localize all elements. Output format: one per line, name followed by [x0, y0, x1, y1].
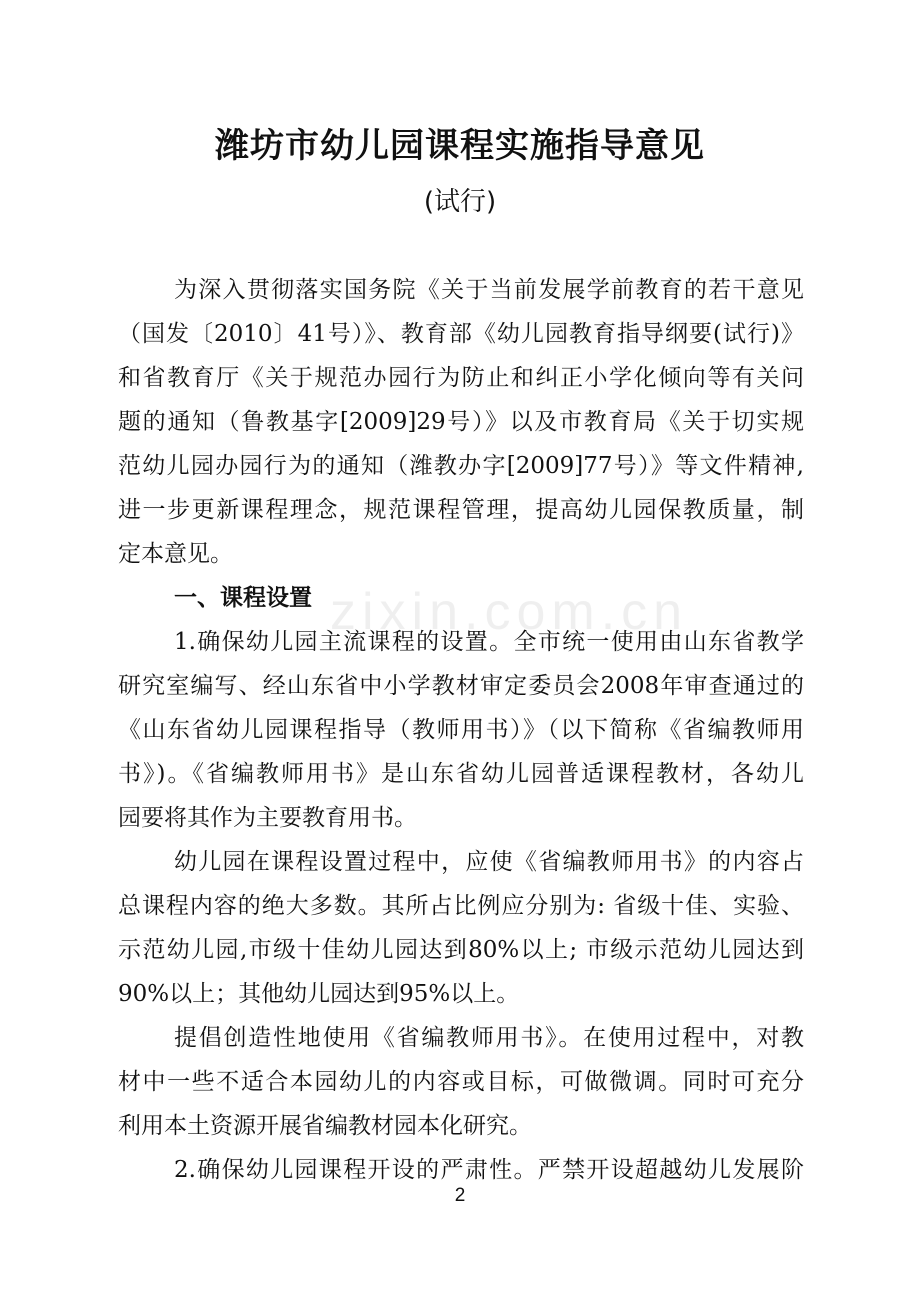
watermark: zixin.com.cn [330, 583, 689, 641]
paragraph-line: 利用本土资源开展省编教材园本化研究。 [118, 1113, 532, 1139]
paragraph-line: 园要将其作为主要教育用书。 [118, 805, 417, 831]
document-title: 潍坊市幼儿园课程实施指导意见 [215, 126, 705, 166]
paragraph-line: 90%以上；其他幼儿园达到95%以上。 [118, 981, 520, 1007]
paragraph-line: 总课程内容的绝大多数。其所占比例应分别为: 省级十佳、实验、 [118, 893, 804, 919]
page-number: 2 [454, 1185, 466, 1206]
paragraph-line: 幼儿园在课程设置过程中，应使《省编教师用书》的内容占 [174, 849, 804, 875]
paragraph-line: 示范幼儿园,市级十佳幼儿园达到80%以上; 市级示范幼儿园达到 [118, 937, 804, 963]
section-heading: 一、课程设置 [174, 585, 312, 611]
paragraph-line: 书》)。《省编教师用书》是山东省幼儿园普适课程教材，各幼儿 [118, 761, 804, 787]
paragraph-line: 范幼儿园办园行为的通知（潍教办字[2009]77号）》等文件精神, [118, 453, 804, 479]
paragraph-line: 研究室编写、经山东省中小学教材审定委员会2008年审查通过的 [118, 673, 804, 699]
paragraph-line: 为深入贯彻落实国务院《关于当前发展学前教育的若干意见 [174, 277, 804, 303]
paragraph-line: 提倡创造性地使用《省编教师用书》。在使用过程中，对教 [174, 1025, 804, 1051]
paragraph-line: 材中一些不适合本园幼儿的内容或目标，可做微调。同时可充分 [118, 1069, 804, 1095]
paragraph-line: 2.确保幼儿园课程开设的严肃性。严禁开设超越幼儿发展阶 [174, 1157, 804, 1183]
paragraph-line: 题的通知（鲁教基字[2009]29号）》以及市教育局《关于切实规 [118, 409, 804, 435]
paragraph-line: 和省教育厅《关于规范办园行为防止和纠正小学化倾向等有关问 [118, 365, 804, 391]
paragraph-line: （国发〔2010〕41号）》、教育部《幼儿园教育指导纲要(试行)》 [118, 321, 804, 347]
document-subtitle: (试行) [423, 187, 497, 217]
paragraph-line: 定本意见。 [118, 541, 233, 567]
paragraph-line: 1.确保幼儿园主流课程的设置。全市统一使用由山东省教学 [174, 629, 804, 655]
paragraph-line: 进一步更新课程理念，规范课程管理，提高幼儿园保教质量，制 [118, 497, 804, 523]
paragraph-line: 《山东省幼儿园课程指导（教师用书）》（以下简称《省编教师用 [118, 717, 804, 743]
